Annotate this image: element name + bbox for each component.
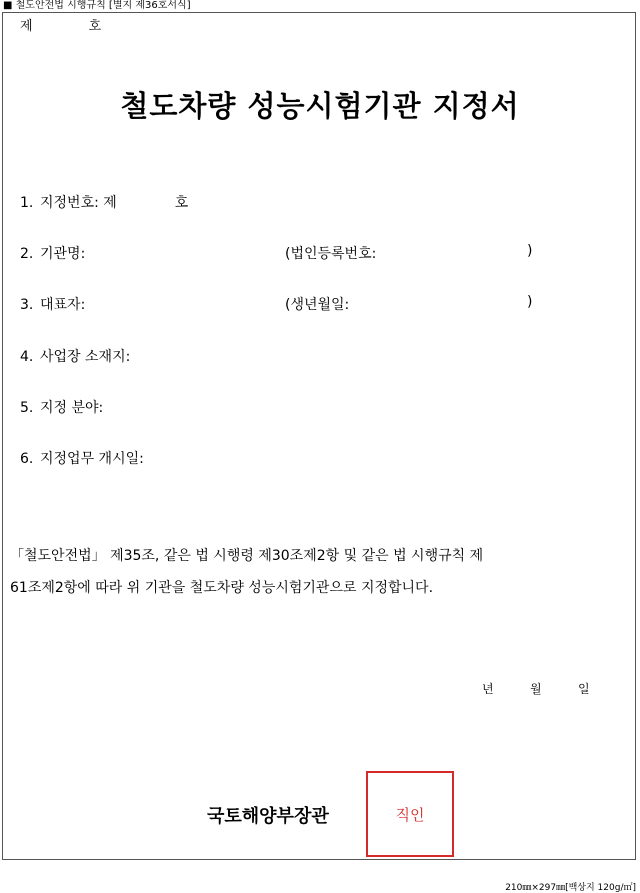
field-number: 2.	[20, 246, 34, 262]
field-label: 대표자:	[40, 297, 86, 313]
paper-spec-footer: 210㎜×297㎜[백상지 120g/㎡]	[505, 883, 636, 893]
field-suffix: 호	[174, 195, 189, 211]
field-label: 기관명:	[40, 246, 86, 262]
body-text-line-1: 「철도안전법」 제35조, 같은 법 시행령 제30조제2항 및 같은 법 시행규칙 제	[10, 548, 484, 564]
field-number: 6.	[20, 451, 34, 467]
official-seal-box	[366, 771, 454, 857]
document-title: 철도차량 성능시험기관 지정서	[120, 89, 520, 123]
field-number: 3.	[20, 297, 34, 313]
field-institution-name	[20, 243, 85, 263]
doc-number-suffix: 호	[88, 19, 102, 34]
field-number: 5.	[20, 400, 34, 416]
doc-number-prefix: 제	[20, 19, 33, 34]
corporate-registration-label: (법인등록번호:	[285, 246, 377, 262]
field-label: 지정 분야:	[40, 400, 104, 416]
field-designation-area	[20, 397, 103, 417]
field-designation-number	[20, 192, 188, 212]
date-year: 년	[482, 682, 494, 696]
field-business-address	[20, 346, 130, 366]
field-number: 4.	[20, 349, 34, 365]
form-header: ■ 철도안전법 시행규칙 [별지 제36호서식]	[3, 0, 191, 11]
field-label: 사업장 소재지:	[40, 349, 131, 365]
field-number: 1.	[20, 195, 34, 211]
birth-date-label: (생년월일:	[285, 297, 350, 313]
issuer-name: 국토해양부장관	[207, 806, 329, 827]
field-start-date	[20, 448, 144, 468]
paren-close: )	[527, 294, 533, 310]
date-day: 일	[578, 682, 590, 696]
seal-label: 직인	[395, 805, 425, 824]
document-frame	[2, 12, 636, 860]
body-text-line-2: 61조제2항에 따라 위 기관을 철도차량 성능시험기관으로 지정합니다.	[10, 580, 434, 596]
field-label: 지정업무 개시일:	[40, 451, 144, 467]
date-month: 월	[530, 682, 542, 696]
document-number	[20, 15, 101, 34]
field-label: 지정번호: 제	[40, 195, 117, 211]
paren-close: )	[527, 243, 533, 259]
field-representative	[20, 294, 85, 314]
